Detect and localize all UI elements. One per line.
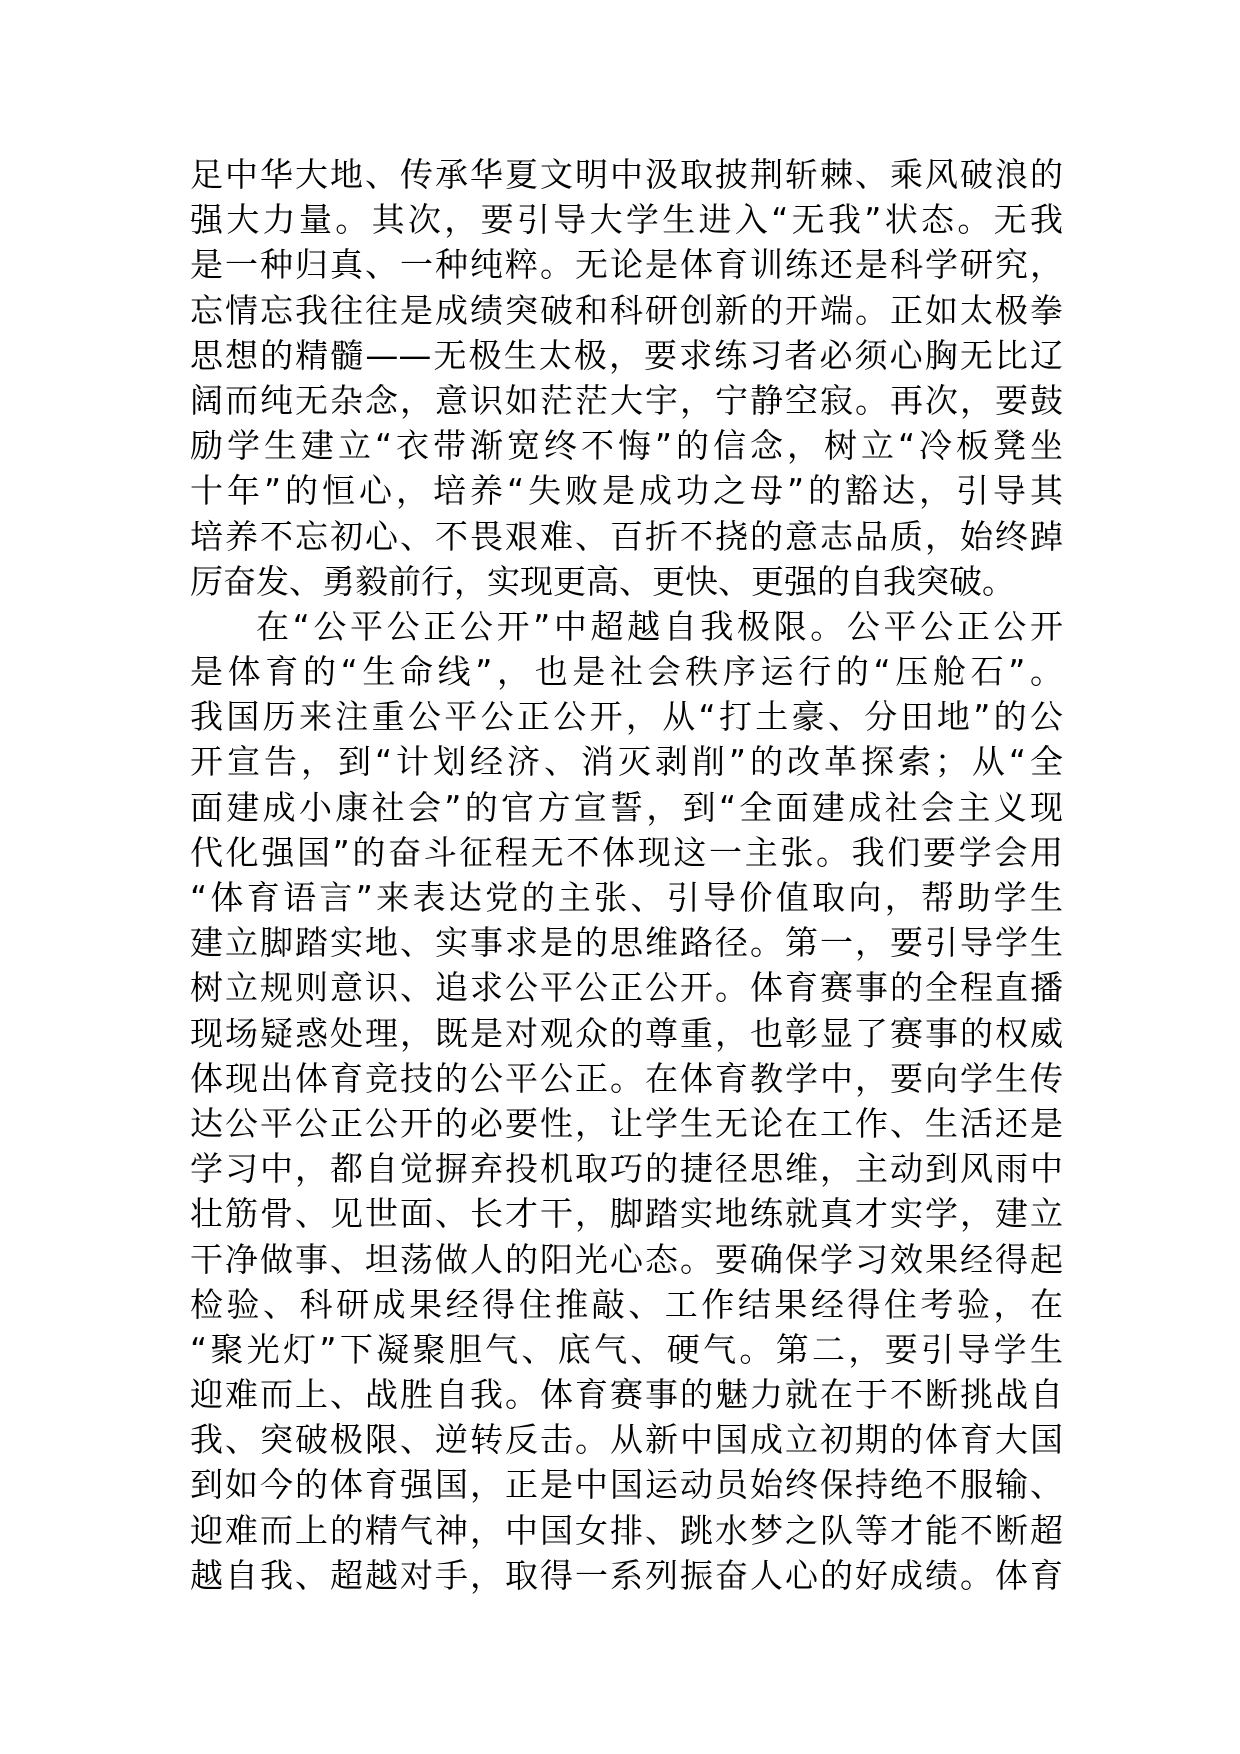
text-line-30: 到如今的体育强国，正是中国运动员始终保持绝不服输、	[190, 1465, 1063, 1505]
text-line-13: 我国历来注重公平公正公开，从“打土豪、分田地”的公	[190, 697, 1063, 737]
text-line-23: 学习中，都自觉摒弃投机取巧的捷径思维，主动到风雨中	[190, 1149, 1063, 1189]
text-line-9: 培养不忘初心、不畏艰难、百折不挠的意志品质，始终踔	[190, 516, 1063, 556]
text-line-14: 开宣告，到“计划经济、消灭剥削”的改革探索；从“全	[190, 742, 1063, 782]
text-line-25: 干净做事、坦荡做人的阳光心态。要确保学习效果经得起	[190, 1239, 1063, 1279]
text-line-7: 励学生建立“衣带渐宽终不悔”的信念，树立“冷板凳坐	[190, 426, 1063, 466]
text-line-10: 厉奋发、勇毅前行，实现更高、更快、更强的自我突破。	[190, 561, 1015, 601]
text-line-27: “聚光灯”下凝聚胆气、底气、硬气。第二，要引导学生	[190, 1329, 1063, 1369]
text-line-21: 体现出体育竞技的公平公正。在体育教学中，要向学生传	[190, 1058, 1063, 1098]
text-line-5: 思想的精髓——无极生太极，要求练习者必须心胸无比辽	[190, 335, 1063, 375]
paragraph-heading-line: 在“公平公正公开”中超越自我极限。公平公正公开	[256, 606, 1063, 646]
text-line-22: 达公平公正公开的必要性，让学生无论在工作、生活还是	[190, 1103, 1063, 1143]
text-line-12: 是体育的“生命线”，也是社会秩序运行的“压舱石”。	[190, 652, 1063, 692]
text-line-31: 迎难而上的精气神，中国女排、跳水梦之队等才能不断超	[190, 1510, 1063, 1550]
document-body	[190, 152, 1063, 1598]
text-line-6: 阔而纯无杂念，意识如茫茫大宇，宁静空寂。再次，要鼓	[190, 380, 1063, 420]
text-line-26: 检验、科研成果经得住推敲、工作结果经得住考验，在	[190, 1284, 1063, 1324]
text-line-17: “体育语言”来表达党的主张、引导价值取向，帮助学生	[190, 878, 1063, 917]
text-line-24: 壮筋骨、见世面、长才干，脚踏实地练就真才实学，建立	[190, 1194, 1063, 1234]
text-line-3: 是一种归真、一种纯粹。无论是体育训练还是科学研究，	[190, 245, 1063, 285]
text-line-15: 面建成小康社会”的官方宣誓，到“全面建成社会主义现	[190, 787, 1063, 827]
text-line-1: 足中华大地、传承华夏文明中汲取披荆斩棘、乘风破浪的	[190, 155, 1063, 194]
text-line-32: 越自我、超越对手，取得一系列振奋人心的好成绩。体育	[190, 1555, 1063, 1595]
text-line-16: 代化强国”的奋斗征程无不体现这一主张。我们要学会用	[190, 832, 1063, 872]
text-line-18: 建立脚踏实地、实事求是的思维路径。第一，要引导学生	[190, 923, 1063, 963]
text-line-4: 忘情忘我往往是成绩突破和科研创新的开端。正如太极拳	[190, 290, 1063, 330]
text-line-20: 现场疑惑处理，既是对观众的尊重，也彰显了赛事的权威	[190, 1013, 1063, 1053]
text-line-29: 我、突破极限、逆转反击。从新中国成立初期的体育大国	[190, 1420, 1063, 1460]
text-line-28: 迎难而上、战胜自我。体育赛事的魅力就在于不断挑战自	[190, 1375, 1063, 1415]
text-line-2: 强大力量。其次，要引导大学生进入“无我”状态。无我	[190, 200, 1063, 240]
text-line-19: 树立规则意识、追求公平公正公开。体育赛事的全程直播	[190, 968, 1063, 1008]
text-line-8: 十年”的恒心，培养“失败是成功之母”的豁达，引导其	[190, 471, 1063, 511]
